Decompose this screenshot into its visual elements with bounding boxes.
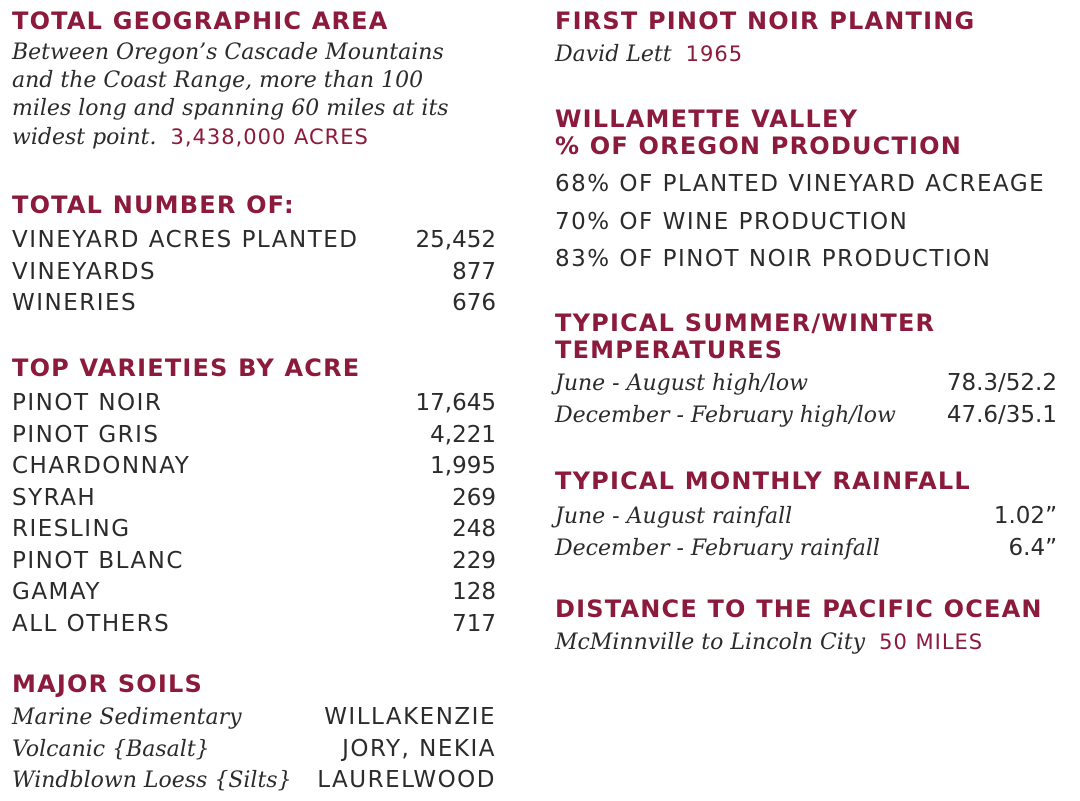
variety-value: 17,645 [415, 390, 496, 416]
variety-value: 128 [452, 579, 496, 605]
soil-row [12, 736, 496, 768]
geographic-area-description [12, 39, 462, 152]
total-value: 25,452 [415, 227, 496, 253]
production-heading-line2: % OF OREGON PRODUCTION [555, 132, 963, 160]
total-row-wineries [12, 290, 496, 322]
variety-row [12, 485, 496, 517]
soil-type: Windblown Loess {Silts} [12, 768, 292, 793]
geographic-area-section [12, 8, 496, 152]
temperature-row [555, 402, 1057, 434]
first-planting-section [555, 8, 1057, 70]
first-planting-heading: FIRST PINOT NOIR PLANTING [555, 7, 976, 35]
production-item: 70% OF WINE PRODUCTION [555, 208, 909, 235]
rainfall-label: June - August rainfall [555, 504, 793, 529]
first-planting-year: 1965 [685, 42, 744, 66]
distance-heading: DISTANCE TO THE PACIFIC OCEAN [555, 595, 1043, 623]
rainfall-row [555, 535, 1057, 567]
rainfall-section [555, 468, 1057, 566]
rainfall-value: 1.02” [993, 503, 1057, 529]
first-planting-name: David Lett [555, 42, 672, 67]
soil-type: Marine Sedimentary [12, 705, 242, 730]
soil-name: WILLAKENZIE [324, 704, 496, 730]
major-soils-heading: MAJOR SOILS [12, 670, 204, 698]
variety-label: PINOT BLANC [12, 547, 184, 574]
variety-value: 717 [452, 610, 496, 637]
rainfall-value: 6.4” [1008, 534, 1057, 561]
rainfall-heading: TYPICAL MONTHLY RAINFALL [555, 467, 971, 495]
variety-label: SYRAH [12, 484, 97, 511]
production-heading-line1: WILLAMETTE VALLEY [555, 105, 859, 133]
soil-name: JORY, NEKIA [342, 735, 496, 762]
variety-value: 229 [452, 547, 496, 574]
total-number-section [12, 192, 496, 322]
geographic-area-text: Between Oregon’s Cascade Mountains and the Coast Range, more than 100 miles long and spanning 60 miles at its widest point. [12, 40, 449, 150]
variety-value: 248 [452, 516, 496, 542]
total-value: 877 [452, 258, 496, 285]
variety-label: PINOT NOIR [12, 390, 163, 416]
variety-label: PINOT GRIS [12, 421, 160, 448]
soil-row [12, 767, 496, 799]
temperature-value: 78.3/52.2 [946, 370, 1057, 396]
variety-value: 269 [452, 484, 496, 511]
variety-row [12, 453, 496, 485]
variety-label: CHARDONNAY [12, 453, 191, 479]
variety-label: RIESLING [12, 516, 131, 542]
temperature-label: June - August high/low [555, 371, 809, 396]
distance-detail [555, 627, 1057, 658]
production-item: 83% OF PINOT NOIR PRODUCTION [555, 246, 992, 272]
temperatures-heading-line1: TYPICAL SUMMER/WINTER [555, 309, 936, 337]
temperature-row [555, 370, 1057, 402]
top-varieties-section [12, 355, 496, 642]
total-label: VINEYARD ACRES PLANTED [12, 227, 359, 253]
temperature-label: December - February high/low [555, 402, 896, 428]
total-label: WINERIES [12, 290, 138, 316]
variety-row [12, 516, 496, 548]
variety-value: 1,995 [430, 453, 496, 479]
distance-value: 50 MILES [879, 630, 984, 654]
variety-row [12, 422, 496, 454]
top-varieties-heading: TOP VARIETIES BY ACRE [12, 354, 361, 382]
variety-label: ALL OTHERS [12, 610, 171, 637]
variety-row [12, 579, 496, 611]
variety-row [12, 390, 496, 422]
total-row-acres [12, 227, 496, 259]
rainfall-label: December - February rainfall [555, 535, 880, 561]
variety-value: 4,221 [430, 421, 496, 448]
distance-section [555, 596, 1057, 658]
temperatures-section [555, 310, 1057, 433]
distance-route: McMinnville to Lincoln City [555, 630, 866, 655]
variety-label: GAMAY [12, 579, 101, 605]
temperatures-heading-line2: TEMPERATURES [555, 336, 784, 364]
production-section [555, 106, 1057, 279]
total-number-heading: TOTAL NUMBER OF: [12, 191, 295, 219]
variety-row [12, 548, 496, 580]
variety-row [12, 611, 496, 643]
soil-name: LAURELWOOD [317, 767, 496, 793]
soil-row [12, 704, 496, 736]
major-soils-section [12, 671, 496, 799]
geographic-area-heading: TOTAL GEOGRAPHIC AREA [12, 7, 389, 35]
geographic-area-value: 3,438,000 ACRES [170, 125, 369, 149]
production-item: 68% OF PLANTED VINEYARD ACREAGE [555, 171, 1046, 197]
total-label: VINEYARDS [12, 258, 157, 285]
soil-type: Volcanic {Basalt} [12, 736, 210, 762]
rainfall-row [555, 503, 1057, 535]
temperature-value: 47.6/35.1 [946, 401, 1057, 428]
total-value: 676 [452, 290, 496, 316]
first-planting-detail [555, 39, 1057, 70]
total-row-vineyards [12, 259, 496, 291]
